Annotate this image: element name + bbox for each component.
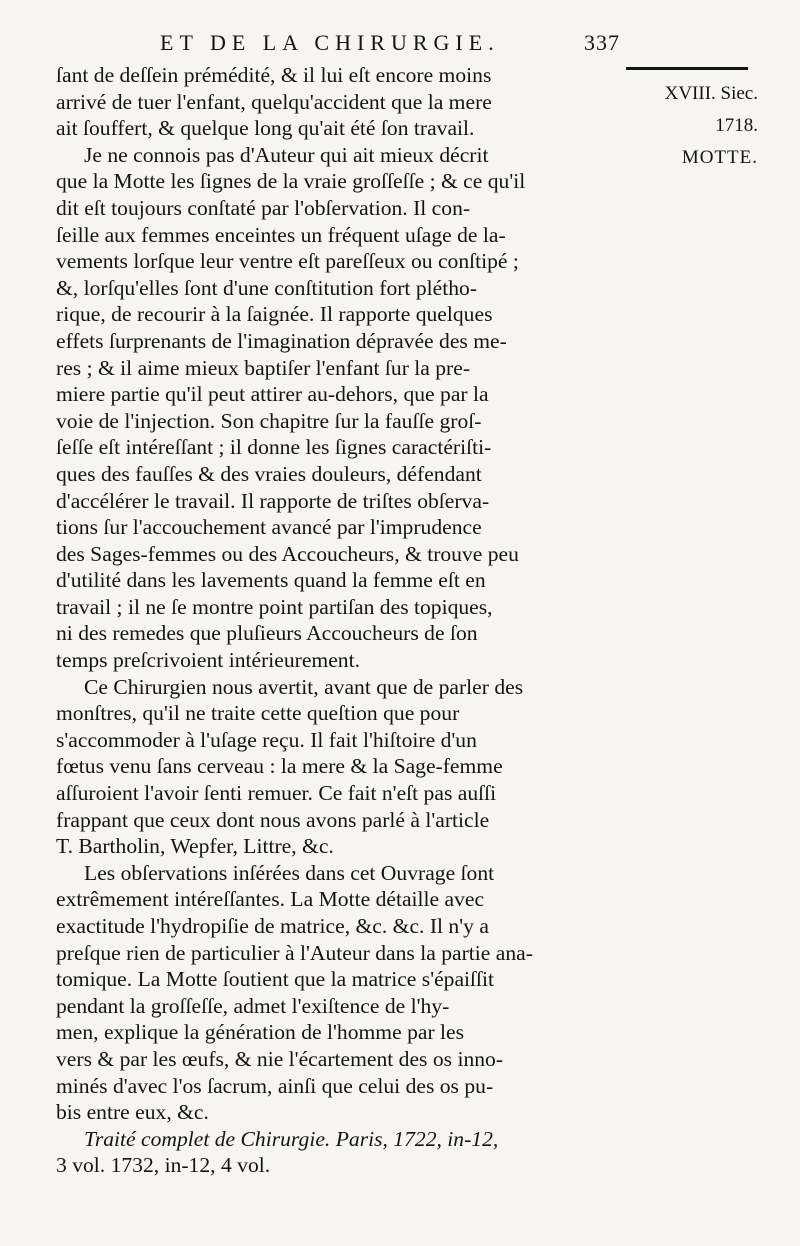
running-head: ET DE LA CHIRURGIE. — [160, 30, 500, 55]
text-line: exactitude l'hydropiſie de matrice, &c. &c. Il n'y a — [56, 914, 489, 938]
margin-author: MOTTE. — [681, 147, 758, 168]
text-line: miere partie qu'il peut attirer au-dehors, que par la — [56, 382, 489, 407]
text-line: T. Bartholin, Wepfer, Littre, &c. — [56, 834, 334, 859]
text-line: dit eſt toujours conſtaté par l'obſervation. Il con- — [56, 195, 471, 220]
text-line: ſeſſe eſt intéreſſant ; il donne les ſignes caractériſti- — [56, 435, 492, 460]
text-line: aſſuroient l'avoir ſenti remuer. Ce fait n'eſt pas auſſi — [56, 781, 497, 806]
text-line: Ce Chirurgien nous avertit, avant que de parler des — [84, 674, 524, 699]
text-line: pendant la groſſeſſe, admet l'exiſtence de l'hy- — [56, 993, 450, 1018]
text-line: vers & par les œufs, & nie l'écartement des os inno- — [56, 1046, 504, 1071]
text-line: Traité complet de Chirurgie. Paris, 1722, in-12, — [84, 1126, 499, 1151]
text-line: ni des remedes que pluſieurs Accoucheurs de ſon — [56, 621, 478, 646]
text-line: travail ; il ne ſe montre point partiſan des topiques, — [56, 594, 493, 619]
text-line: Je ne connois pas d'Auteur qui ait mieux décrit — [84, 142, 489, 167]
text-line: arrivé de tuer l'enfant, quelqu'accident que la mere — [56, 89, 492, 114]
body-text — [56, 62, 630, 1179]
text-line: extrêmement intéreſſantes. La Motte détaille avec — [56, 887, 485, 912]
text-line: res ; & il aime mieux baptiſer l'enfant ſur la pre- — [56, 355, 471, 380]
text-line: fœtus venu ſans cerveau : la mere & la Sage-femme — [56, 754, 503, 779]
text-line: voie de l'injection. Son chapitre ſur la fauſſe groſ- — [56, 408, 482, 433]
text-line: men, explique la génération de l'homme par les — [56, 1020, 465, 1045]
text-line: ſeille aux femmes enceintes un fréquent uſage de la- — [56, 222, 506, 247]
text-line: tions ſur l'accouchement avancé par l'imprudence — [56, 515, 482, 540]
text-line: d'utilité dans les lavements quand la femme eſt en — [56, 568, 486, 593]
page-number: 337 — [584, 30, 620, 55]
text-line: rique, de recourir à la ſaignée. Il rapporte quelques — [56, 302, 493, 327]
text-line: tomique. La Motte ſoutient que la matrice s'épaiſſit — [56, 967, 495, 992]
text-line: d'accélérer le travail. Il rapporte de triſtes obſerva- — [56, 488, 490, 513]
text-line: 3 vol. 1732, in-12, 4 vol. — [56, 1153, 271, 1178]
margin-rule — [626, 67, 748, 70]
text-line: effets ſurprenants de l'imagination dépravée des me- — [56, 328, 507, 353]
text-line: vements lorſque leur ventre eſt pareſſeux ou conſtipé ; — [56, 249, 519, 274]
text-line: preſque rien de particulier à l'Auteur dans la partie ana- — [56, 940, 533, 965]
margin-notes — [628, 78, 758, 174]
text-line: ait ſouffert, & quelque long qu'ait été ſon travail. — [56, 116, 475, 141]
text-line: ſant de deſſein prémédité, & il lui eſt encore moins — [56, 63, 492, 87]
text-line: temps preſcrivoient intérieurement. — [56, 648, 360, 673]
text-line: Les obſervations inſérées dans cet Ouvrage ſont — [84, 860, 495, 885]
text-line: des Sages-femmes ou des Accoucheurs, & trouve peu — [56, 541, 519, 566]
margin-century: XVIII. Siec. — [664, 83, 758, 104]
text-line: frappant que ceux dont nous avons parlé à l'article — [56, 807, 490, 832]
page-header — [60, 30, 620, 60]
text-line: bis entre eux, &c. — [56, 1100, 209, 1125]
text-line: ques des fauſſes & des vraies douleurs, défendant — [56, 461, 482, 486]
margin-year: 1718. — [715, 115, 758, 136]
text-line: minés d'avec l'os ſacrum, ainſi que celui des os pu- — [56, 1073, 494, 1098]
text-line: que la Motte les ſignes de la vraie groſſeſſe ; & ce qu'il — [56, 169, 526, 194]
text-line: monſtres, qu'il ne traite cette queſtion que pour — [56, 701, 460, 726]
text-line: s'accommoder à l'uſage reçu. Il fait l'hiſtoire d'un — [56, 727, 477, 752]
text-line: &, lorſqu'elles ſont d'une conſtitution fort plétho- — [56, 275, 477, 300]
